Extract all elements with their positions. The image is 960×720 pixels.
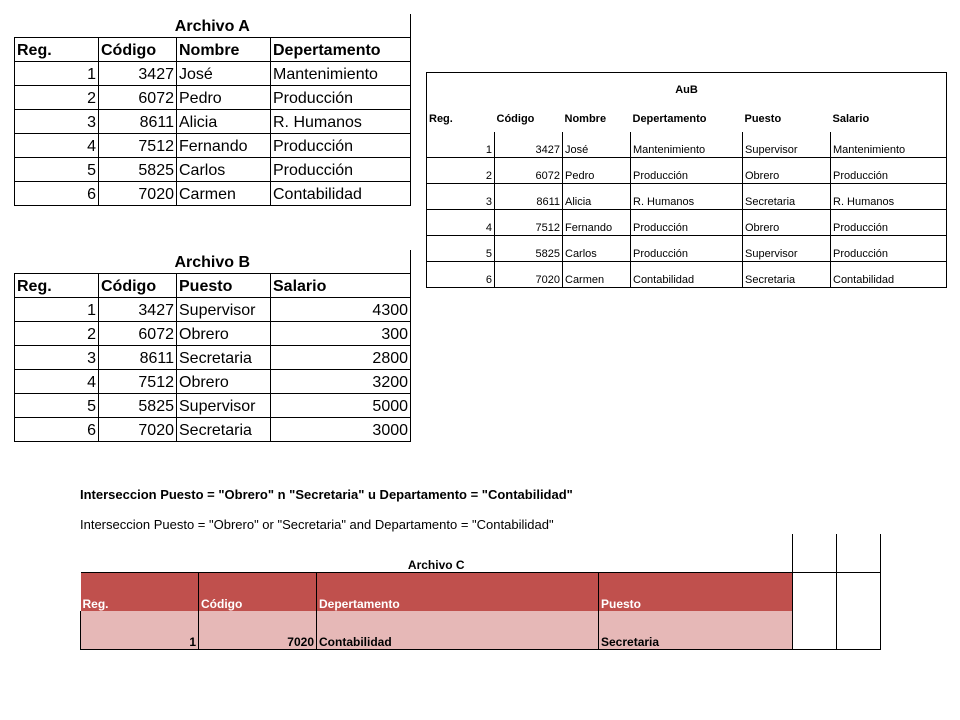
intersection-caption: Interseccion Puesto = "Obrero" or "Secretaria" and Departamento = "Contabilidad" — [80, 517, 554, 532]
cell-reg: 2 — [427, 158, 495, 184]
col-header: Puesto — [599, 573, 793, 612]
cell-nombre: José — [563, 132, 631, 158]
table-row — [15, 158, 411, 182]
archivo-a-table — [14, 14, 411, 206]
col-header: Código — [199, 573, 317, 612]
intersection-caption-bold: Interseccion Puesto = "Obrero" n "Secretaria" u Departamento = "Contabilidad" — [80, 487, 573, 502]
cell-departamento: R. Humanos — [631, 184, 743, 210]
cell-departamento: Producción — [631, 158, 743, 184]
cell-codigo: 7512 — [495, 210, 563, 236]
cell-nombre: Fernando — [177, 134, 271, 158]
cell-puesto: Obrero — [743, 158, 831, 184]
cell-reg: 5 — [427, 236, 495, 262]
col-header: Reg. — [15, 38, 99, 62]
table-row — [427, 184, 947, 210]
archivo-c-table — [80, 534, 881, 650]
col-header: Salario — [832, 113, 870, 125]
cell-codigo: 6072 — [99, 322, 177, 346]
table-row — [427, 236, 947, 262]
cell-codigo: 7512 — [99, 134, 177, 158]
cell-nombre: Alicia — [177, 110, 271, 134]
aub-title: AuB — [675, 83, 698, 96]
table-row — [15, 86, 411, 110]
cell-puesto: Obrero — [177, 322, 271, 346]
cell-departamento: R. Humanos — [271, 110, 411, 134]
cell-salario: Producción — [831, 210, 947, 236]
cell-salario: Contabilidad — [831, 262, 947, 288]
col-header: Reg. — [81, 573, 199, 612]
cell-reg: 2 — [15, 86, 99, 110]
cell-codigo: 6072 — [495, 158, 563, 184]
cell-departamento: Producción — [271, 158, 411, 182]
cell-salario: 300 — [271, 322, 411, 346]
cell-reg: 3 — [427, 184, 495, 210]
cell-salario: R. Humanos — [831, 184, 947, 210]
cell-salario: 5000 — [271, 394, 411, 418]
cell-departamento: Mantenimiento — [631, 132, 743, 158]
cell-nombre: Alicia — [563, 184, 631, 210]
cell-codigo: 3427 — [495, 132, 563, 158]
cell-puesto: Supervisor — [743, 132, 831, 158]
col-header: Depertamento — [317, 573, 599, 612]
cell-codigo: 7020 — [99, 182, 177, 206]
empty-cell — [837, 611, 881, 650]
empty-cell — [793, 534, 837, 573]
archivo-c-title: Archivo C — [81, 534, 793, 573]
cell-puesto: Supervisor — [177, 298, 271, 322]
col-header: Código — [99, 274, 177, 298]
col-header: Código — [99, 38, 177, 62]
table-row — [427, 158, 947, 184]
aub-table — [426, 72, 947, 288]
cell-nombre: Pedro — [563, 158, 631, 184]
cell-nombre: Fernando — [563, 210, 631, 236]
col-header: Código — [496, 113, 535, 125]
cell-departamento: Producción — [271, 134, 411, 158]
table-row — [427, 262, 947, 288]
cell-codigo: 8611 — [99, 346, 177, 370]
cell-nombre: Carlos — [563, 236, 631, 262]
cell-salario: 4300 — [271, 298, 411, 322]
cell-reg: 4 — [15, 370, 99, 394]
table-row — [427, 132, 947, 158]
table-row — [427, 210, 947, 236]
archivo-b-table — [14, 250, 411, 442]
cell-salario: Producción — [831, 158, 947, 184]
cell-reg: 4 — [15, 134, 99, 158]
cell-salario: Producción — [831, 236, 947, 262]
cell-puesto: Obrero — [743, 210, 831, 236]
col-header: Depertamento — [271, 38, 411, 62]
cell-reg: 1 — [427, 132, 495, 158]
archivo-b-title: Archivo B — [15, 250, 411, 274]
cell-reg: 6 — [485, 274, 492, 286]
col-header: Salario — [271, 274, 411, 298]
cell-nombre: José — [177, 62, 271, 86]
col-header: Reg. — [15, 274, 99, 298]
cell-puesto: Secretaria — [599, 611, 793, 650]
cell-codigo: 7020 — [99, 418, 177, 442]
cell-puesto: Secretaria — [743, 262, 831, 288]
empty-cell — [793, 611, 837, 650]
empty-cell — [793, 573, 837, 612]
cell-reg: 3 — [15, 346, 99, 370]
cell-reg: 2 — [15, 322, 99, 346]
col-header: Nombre — [564, 113, 607, 125]
cell-codigo: 7512 — [99, 370, 177, 394]
cell-puesto: Secretaria — [177, 346, 271, 370]
cell-nombre: Carmen — [177, 182, 271, 206]
cell-departamento: Mantenimiento — [271, 62, 411, 86]
cell-codigo: 7020 — [199, 611, 317, 650]
cell-departamento: Contabilidad — [271, 182, 411, 206]
col-header: Puesto — [744, 113, 782, 125]
cell-salario: 3000 — [271, 418, 411, 442]
table-row — [15, 322, 411, 346]
cell-reg: 1 — [81, 611, 199, 650]
cell-codigo: 8611 — [99, 110, 177, 134]
empty-cell — [837, 534, 881, 573]
cell-puesto: Supervisor — [743, 236, 831, 262]
col-header: Puesto — [177, 274, 271, 298]
table-row — [15, 134, 411, 158]
cell-codigo: 5825 — [99, 158, 177, 182]
cell-codigo: 5825 — [495, 236, 563, 262]
cell-departamento: Producción — [631, 210, 743, 236]
cell-codigo: 8611 — [495, 184, 563, 210]
cell-codigo: 3427 — [99, 298, 177, 322]
table-row — [15, 346, 411, 370]
cell-departamento: Contabilidad — [631, 262, 743, 288]
table-row — [15, 298, 411, 322]
archivo-a-title: Archivo A — [15, 14, 411, 38]
cell-reg: 1 — [15, 62, 99, 86]
cell-departamento: Producción — [271, 86, 411, 110]
cell-salario: Mantenimiento — [831, 132, 947, 158]
cell-salario: 2800 — [271, 346, 411, 370]
table-row — [15, 62, 411, 86]
cell-salario: 3200 — [271, 370, 411, 394]
cell-puesto: Obrero — [177, 370, 271, 394]
cell-nombre: Carmen — [563, 262, 631, 288]
cell-codigo: 5825 — [99, 394, 177, 418]
table-row — [15, 110, 411, 134]
cell-reg: 5 — [15, 394, 99, 418]
cell-codigo: 7020 — [495, 262, 563, 288]
cell-nombre: Carlos — [177, 158, 271, 182]
cell-puesto: Supervisor — [177, 394, 271, 418]
cell-departamento: Producción — [631, 236, 743, 262]
cell-reg: 4 — [427, 210, 495, 236]
empty-cell — [837, 573, 881, 612]
cell-reg: 3 — [15, 110, 99, 134]
cell-reg: 6 — [15, 182, 99, 206]
table-row — [15, 394, 411, 418]
table-row — [15, 370, 411, 394]
table-row — [15, 418, 411, 442]
table-row — [15, 182, 411, 206]
cell-departamento: Contabilidad — [317, 611, 599, 650]
cell-reg: 5 — [15, 158, 99, 182]
cell-puesto: Secretaria — [743, 184, 831, 210]
col-header: Reg. — [429, 113, 453, 125]
cell-codigo: 3427 — [99, 62, 177, 86]
cell-codigo: 6072 — [99, 86, 177, 110]
col-header: Depertamento — [632, 113, 707, 125]
cell-nombre: Pedro — [177, 86, 271, 110]
col-header: Nombre — [177, 38, 271, 62]
cell-puesto: Secretaria — [177, 418, 271, 442]
table-row — [81, 611, 881, 650]
cell-reg: 6 — [15, 418, 99, 442]
cell-reg: 1 — [15, 298, 99, 322]
